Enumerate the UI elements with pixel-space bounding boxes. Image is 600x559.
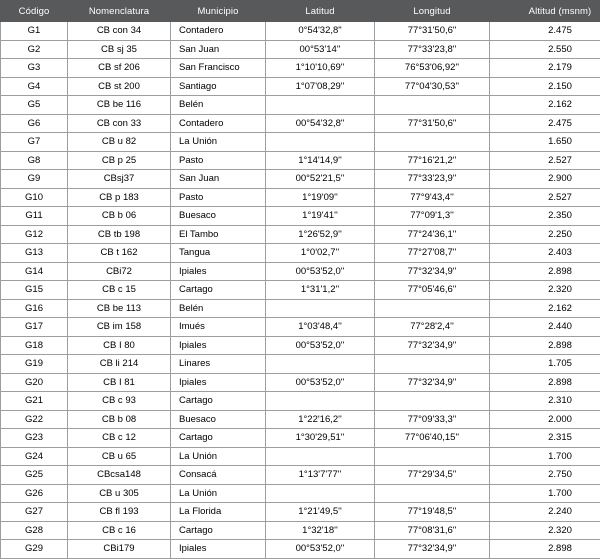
cell-municipio: San Juan <box>171 40 266 59</box>
cell-municipio: Ipiales <box>171 336 266 355</box>
cell-latitud: 1°13'7'77'' <box>266 466 375 485</box>
table-row <box>1 96 600 115</box>
cell-codigo: G9 <box>1 170 68 189</box>
cell-municipio: Buesaco <box>171 410 266 429</box>
cell-nomenclatura: CB b 08 <box>68 410 171 429</box>
cell-altitud: 2.162 <box>490 299 600 318</box>
cell-latitud <box>266 392 375 411</box>
cell-municipio: Linares <box>171 355 266 374</box>
cell-altitud: 2.440 <box>490 318 600 337</box>
cell-nomenclatura: CB st 200 <box>68 77 171 96</box>
cell-codigo: G13 <box>1 244 68 263</box>
column-header-nomenclatura: Nomenclatura <box>68 1 171 22</box>
cell-latitud <box>266 355 375 374</box>
cell-nomenclatura: CB tb 198 <box>68 225 171 244</box>
cell-municipio: Cartago <box>171 281 266 300</box>
cell-latitud: 1°26'52,9'' <box>266 225 375 244</box>
cell-codigo: G2 <box>1 40 68 59</box>
cell-latitud: 1°07'08,29'' <box>266 77 375 96</box>
cell-nomenclatura: CBcsa148 <box>68 466 171 485</box>
cell-latitud: 1°31'1,2'' <box>266 281 375 300</box>
cell-municipio: La Unión <box>171 447 266 466</box>
cell-altitud: 2.350 <box>490 207 600 226</box>
cell-latitud: 00°53'14'' <box>266 40 375 59</box>
cell-longitud: 77°31'50,6" <box>375 114 490 133</box>
cell-nomenclatura: CB be 116 <box>68 96 171 115</box>
cell-nomenclatura: CB c 15 <box>68 281 171 300</box>
cell-altitud: 2.320 <box>490 281 600 300</box>
cell-codigo: G24 <box>1 447 68 466</box>
cell-nomenclatura: CBi72 <box>68 262 171 281</box>
cell-latitud: 1°19'41'' <box>266 207 375 226</box>
cell-longitud <box>375 447 490 466</box>
cell-latitud: 1°32'18'' <box>266 521 375 540</box>
cell-latitud: 00°54'32,8" <box>266 114 375 133</box>
table-row <box>1 373 600 392</box>
table-row <box>1 392 600 411</box>
cell-municipio: Ipiales <box>171 540 266 559</box>
table-row <box>1 114 600 133</box>
cell-codigo: G23 <box>1 429 68 448</box>
cell-latitud: 1°21'49,5'' <box>266 503 375 522</box>
cell-longitud: 77°32'34,9'' <box>375 540 490 559</box>
cell-longitud: 77°31'50,6" <box>375 22 490 41</box>
cell-altitud: 2.000 <box>490 410 600 429</box>
table-row <box>1 429 600 448</box>
table-row <box>1 40 600 59</box>
cell-altitud: 2.240 <box>490 503 600 522</box>
table-row <box>1 22 600 41</box>
table-row <box>1 188 600 207</box>
cell-nomenclatura: CB u 82 <box>68 133 171 152</box>
cell-nomenclatura: CB sj 35 <box>68 40 171 59</box>
cell-latitud: 00°53'52,0'' <box>266 540 375 559</box>
cell-longitud <box>375 392 490 411</box>
cell-municipio: Pasto <box>171 188 266 207</box>
cell-nomenclatura: CB con 33 <box>68 114 171 133</box>
cell-nomenclatura: CB c 16 <box>68 521 171 540</box>
cell-latitud: 00°52'21,5'' <box>266 170 375 189</box>
cell-altitud: 1.705 <box>490 355 600 374</box>
table-row <box>1 299 600 318</box>
table-row <box>1 466 600 485</box>
cell-municipio: Contadero <box>171 114 266 133</box>
cell-codigo: G17 <box>1 318 68 337</box>
cell-codigo: G8 <box>1 151 68 170</box>
cell-codigo: G19 <box>1 355 68 374</box>
cell-longitud: 77°08'31,6'' <box>375 521 490 540</box>
cell-municipio: Contadero <box>171 22 266 41</box>
column-header-altitud: Altitud (msnm) <box>490 1 600 22</box>
cell-altitud: 2.898 <box>490 336 600 355</box>
cell-nomenclatura: CB c 12 <box>68 429 171 448</box>
cell-altitud: 2.150 <box>490 77 600 96</box>
cell-altitud: 1.700 <box>490 447 600 466</box>
cell-longitud: 77°27'08,7'' <box>375 244 490 263</box>
cell-altitud: 2.750 <box>490 466 600 485</box>
table-row <box>1 225 600 244</box>
cell-latitud <box>266 447 375 466</box>
cell-longitud: 77°06'40,15'' <box>375 429 490 448</box>
cell-municipio: Cartago <box>171 392 266 411</box>
cell-municipio: Santiago <box>171 77 266 96</box>
cell-altitud: 2.320 <box>490 521 600 540</box>
cell-codigo: G15 <box>1 281 68 300</box>
table-row <box>1 59 600 78</box>
cell-nomenclatura: CBsj37 <box>68 170 171 189</box>
cell-municipio: La Unión <box>171 133 266 152</box>
cell-municipio: Cartago <box>171 521 266 540</box>
cell-longitud: 77°24'36,1'' <box>375 225 490 244</box>
cell-codigo: G25 <box>1 466 68 485</box>
cell-latitud: 1°19'09'' <box>266 188 375 207</box>
cell-codigo: G6 <box>1 114 68 133</box>
table-header <box>1 1 600 22</box>
cell-codigo: G4 <box>1 77 68 96</box>
cell-nomenclatura: CB b 06 <box>68 207 171 226</box>
column-header-municipio: Municipio <box>171 1 266 22</box>
table-row <box>1 521 600 540</box>
cell-longitud <box>375 484 490 503</box>
cell-longitud: 77°16'21,2'' <box>375 151 490 170</box>
column-header-longitud: Longitud <box>375 1 490 22</box>
table-row <box>1 207 600 226</box>
cell-longitud: 77°05'46,6'' <box>375 281 490 300</box>
cell-latitud <box>266 96 375 115</box>
cell-municipio: Buesaco <box>171 207 266 226</box>
cell-altitud: 2.900 <box>490 170 600 189</box>
cell-nomenclatura: CB I 80 <box>68 336 171 355</box>
cell-nomenclatura: CB p 183 <box>68 188 171 207</box>
cell-nomenclatura: CB fl 193 <box>68 503 171 522</box>
cell-altitud: 2.898 <box>490 262 600 281</box>
cell-municipio: Consacá <box>171 466 266 485</box>
cell-altitud: 2.898 <box>490 540 600 559</box>
cell-latitud: 00°53'52,0'' <box>266 262 375 281</box>
cell-altitud: 2.250 <box>490 225 600 244</box>
cell-longitud <box>375 355 490 374</box>
cell-longitud: 77°32'34,9'' <box>375 373 490 392</box>
cell-municipio: San Juan <box>171 170 266 189</box>
cell-municipio: La Florida <box>171 503 266 522</box>
cell-codigo: G10 <box>1 188 68 207</box>
cell-nomenclatura: CB sf 206 <box>68 59 171 78</box>
cell-longitud: 77°09'33,3'' <box>375 410 490 429</box>
cell-altitud: 2.475 <box>490 22 600 41</box>
cell-longitud <box>375 299 490 318</box>
cell-latitud: 1°14'14,9'' <box>266 151 375 170</box>
table-body <box>1 22 600 559</box>
cell-latitud: 1°0'02,7'' <box>266 244 375 263</box>
table-row <box>1 355 600 374</box>
cell-codigo: G28 <box>1 521 68 540</box>
cell-codigo: G22 <box>1 410 68 429</box>
table-row <box>1 410 600 429</box>
cell-nomenclatura: CB I 81 <box>68 373 171 392</box>
table-row <box>1 318 600 337</box>
cell-nomenclatura: CB con 34 <box>68 22 171 41</box>
column-header-codigo: Código <box>1 1 68 22</box>
cell-altitud: 2.310 <box>490 392 600 411</box>
table-row <box>1 133 600 152</box>
cell-latitud <box>266 484 375 503</box>
cell-municipio: San Francisco <box>171 59 266 78</box>
cell-codigo: G11 <box>1 207 68 226</box>
cell-altitud: 2.162 <box>490 96 600 115</box>
cell-longitud: 76°53'06,92'' <box>375 59 490 78</box>
cell-codigo: G16 <box>1 299 68 318</box>
cell-municipio: Ipiales <box>171 373 266 392</box>
cell-altitud: 1.700 <box>490 484 600 503</box>
table-row <box>1 77 600 96</box>
cell-codigo: G21 <box>1 392 68 411</box>
cell-codigo: G20 <box>1 373 68 392</box>
cell-codigo: G18 <box>1 336 68 355</box>
cell-altitud: 2.475 <box>490 114 600 133</box>
cell-altitud: 2.179 <box>490 59 600 78</box>
cell-longitud <box>375 133 490 152</box>
cell-longitud: 77°04'30,53'' <box>375 77 490 96</box>
cell-nomenclatura: CB t 162 <box>68 244 171 263</box>
table-row <box>1 262 600 281</box>
cell-latitud <box>266 133 375 152</box>
cell-municipio: Belén <box>171 299 266 318</box>
cell-nomenclatura: CB im 158 <box>68 318 171 337</box>
cell-municipio: Ipiales <box>171 262 266 281</box>
cell-altitud: 2.527 <box>490 188 600 207</box>
table-row <box>1 244 600 263</box>
cell-latitud: 0°54'32,8" <box>266 22 375 41</box>
cell-longitud: 77°32'34,9'' <box>375 262 490 281</box>
cell-longitud: 77°28'2,4'' <box>375 318 490 337</box>
cell-codigo: G26 <box>1 484 68 503</box>
cell-longitud: 77°9'43,4'' <box>375 188 490 207</box>
cell-codigo: G1 <box>1 22 68 41</box>
cell-longitud: 77°19'48,5'' <box>375 503 490 522</box>
cell-nomenclatura: CBi179 <box>68 540 171 559</box>
cell-nomenclatura: CB li 214 <box>68 355 171 374</box>
cell-municipio: Cartago <box>171 429 266 448</box>
cell-municipio: Belén <box>171 96 266 115</box>
cell-codigo: G5 <box>1 96 68 115</box>
table-row <box>1 540 600 559</box>
cell-latitud: 1°03'48,4'' <box>266 318 375 337</box>
cell-latitud: 1°30'29,51'' <box>266 429 375 448</box>
cell-longitud: 77°33'23,8'' <box>375 40 490 59</box>
cell-latitud <box>266 299 375 318</box>
cell-altitud: 2.527 <box>490 151 600 170</box>
cell-codigo: G27 <box>1 503 68 522</box>
cell-altitud: 2.550 <box>490 40 600 59</box>
cell-municipio: Pasto <box>171 151 266 170</box>
cell-municipio: Imués <box>171 318 266 337</box>
table-row <box>1 336 600 355</box>
cell-altitud: 2.898 <box>490 373 600 392</box>
cell-altitud: 2.403 <box>490 244 600 263</box>
cell-latitud: 00°53'52,0'' <box>266 373 375 392</box>
cell-municipio: La Unión <box>171 484 266 503</box>
cell-latitud: 1°22'16,2'' <box>266 410 375 429</box>
table-row <box>1 484 600 503</box>
cell-latitud: 00°53'52,0'' <box>266 336 375 355</box>
table-row <box>1 151 600 170</box>
cell-longitud: 77°29'34,5'' <box>375 466 490 485</box>
cell-nomenclatura: CB u 305 <box>68 484 171 503</box>
cell-nomenclatura: CB p 25 <box>68 151 171 170</box>
cell-latitud: 1°10'10,69'' <box>266 59 375 78</box>
cell-altitud: 2.315 <box>490 429 600 448</box>
cell-longitud: 77°09'1,3'' <box>375 207 490 226</box>
table-row <box>1 170 600 189</box>
cell-municipio: Tangua <box>171 244 266 263</box>
cell-nomenclatura: CB c 93 <box>68 392 171 411</box>
column-header-latitud: Latitud <box>266 1 375 22</box>
cell-codigo: G3 <box>1 59 68 78</box>
table-header-row <box>1 1 600 22</box>
cell-longitud <box>375 96 490 115</box>
cell-nomenclatura: CB be 113 <box>68 299 171 318</box>
cell-nomenclatura: CB u 65 <box>68 447 171 466</box>
cell-municipio: El Tambo <box>171 225 266 244</box>
cell-codigo: G7 <box>1 133 68 152</box>
cell-longitud: 77°32'34,9'' <box>375 336 490 355</box>
cell-codigo: G12 <box>1 225 68 244</box>
table-row <box>1 447 600 466</box>
cell-codigo: G14 <box>1 262 68 281</box>
table-row <box>1 281 600 300</box>
cell-codigo: G29 <box>1 540 68 559</box>
table-row <box>1 503 600 522</box>
cell-longitud: 77°33'23,9'' <box>375 170 490 189</box>
cell-altitud: 1.650 <box>490 133 600 152</box>
